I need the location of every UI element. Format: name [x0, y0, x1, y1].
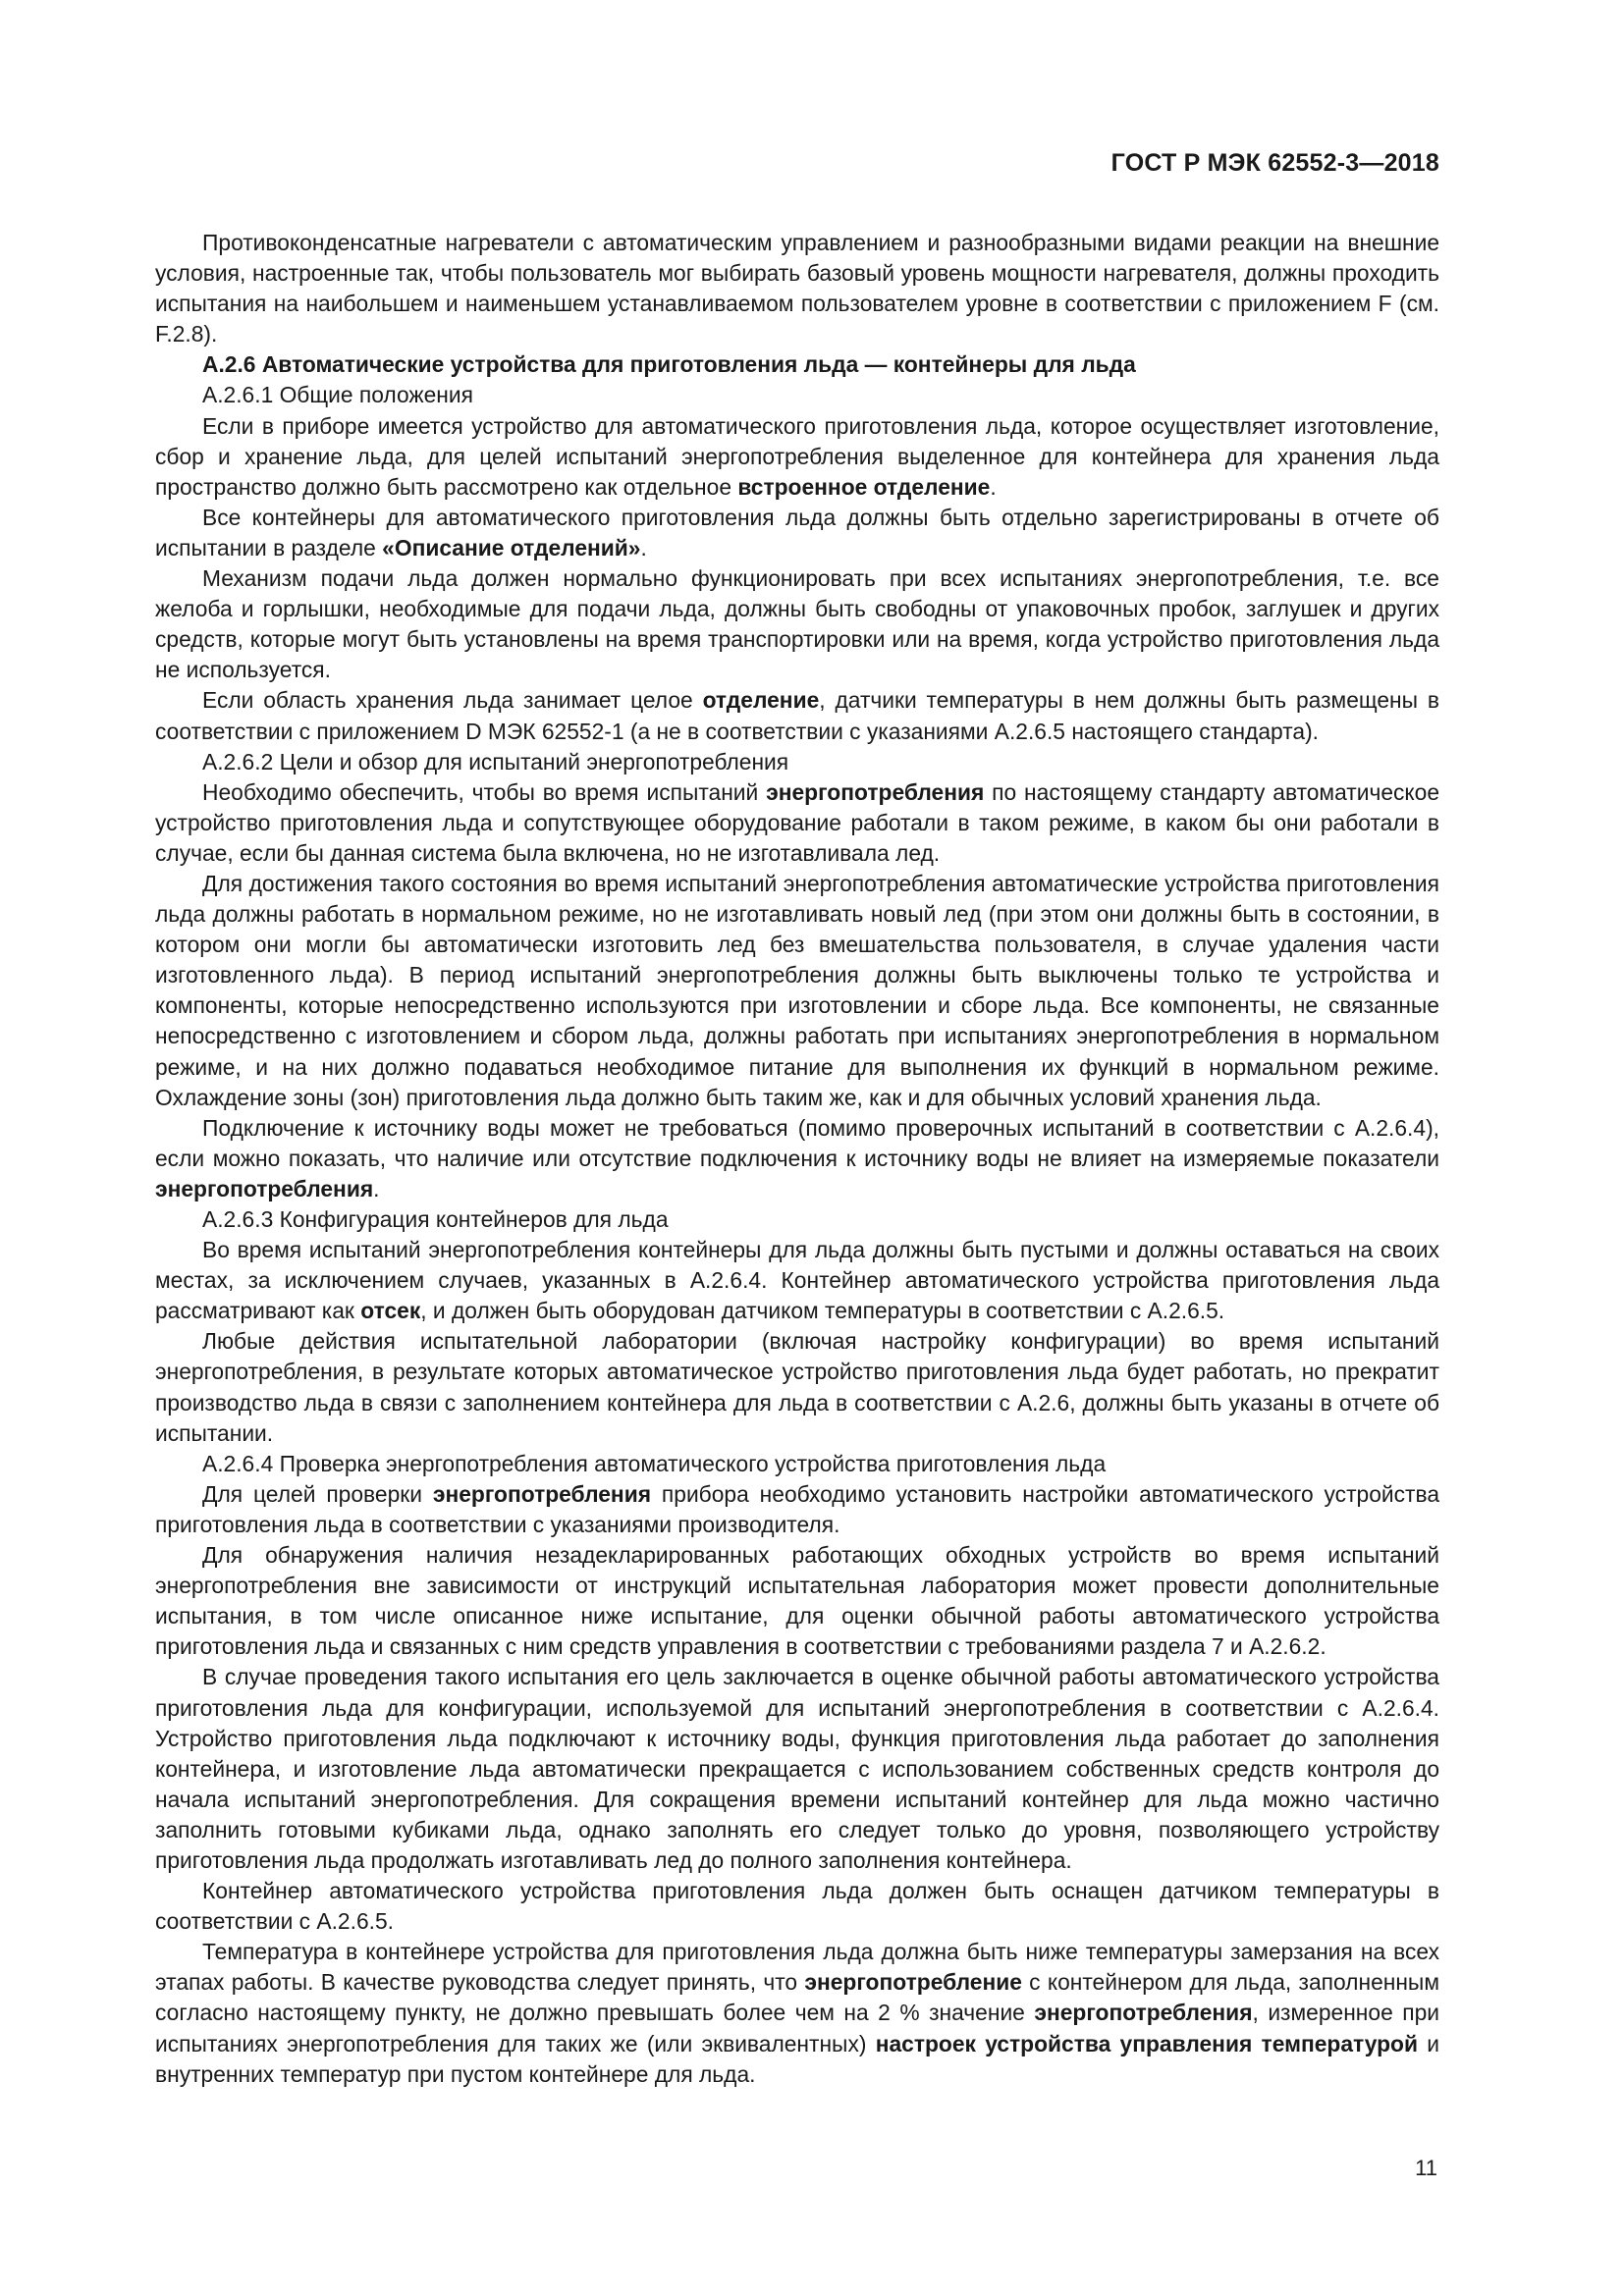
text-run: Для целей проверки: [202, 1480, 433, 1507]
text-run: прибора необходимо установить настройки автоматического устройства приготовления льда в соответствии с указаниями производителя.: [155, 1480, 1439, 1537]
paragraph: [155, 1113, 1439, 1204]
bold-term: энергопотребление: [804, 1969, 1022, 1996]
subsection-heading: [155, 1449, 1439, 1479]
paragraph: [155, 1235, 1439, 1326]
paragraph: [155, 228, 1439, 349]
text-run: , и должен быть оборудован датчиком температуры в соответствии с А.2.6.5.: [420, 1298, 1225, 1324]
text-run: Для обнаружения наличия незадекларированных работающих обходных устройств во время испытаний энергопотребления вне зависимости от инструкций испытательная лаборатория может провести дополнительные испытания, в том числе описанное ниже испытание, для оценки обычной работы автоматического устройства приготовления льда и связанных с ним средств управления в соответствии с требованиями раздела 7 и А.2.6.2.: [155, 1542, 1439, 1660]
subsection-heading: [155, 1204, 1439, 1235]
subsection-heading: [155, 380, 1439, 410]
paragraph: [155, 777, 1439, 869]
paragraph: [155, 1479, 1439, 1540]
page-number: 11: [1415, 2156, 1437, 2180]
text-run: .: [373, 1175, 380, 1201]
bold-term: энергопотребления: [766, 778, 985, 805]
text-run: .: [640, 534, 647, 561]
text-run: А.2.6.1 Общие положения: [202, 382, 473, 408]
bold-term: встроенное отделение: [737, 473, 991, 500]
paragraph: [155, 685, 1439, 746]
paragraph: [155, 1937, 1439, 2089]
text-run: Во время испытаний энергопотребления контейнеры для льда должны быть пустыми и должны оставаться на своих местах, за исключением случаев, указанных в А.2.6.4. Контейнер автоматического устройства приготовления льда рассматривают как: [155, 1237, 1439, 1324]
text-run: А.2.6.4 Проверка энергопотребления автоматического устройства приготовления льда: [202, 1450, 1107, 1476]
bold-term: «Описание отделений»: [382, 534, 641, 561]
text-run: А.2.6 Автоматические устройства для приготовления льда — контейнеры для льда: [202, 351, 1136, 378]
bold-term: отсек: [360, 1298, 421, 1324]
text-run: Противоконденсатные нагреватели с автоматическим управлением и разнообразными видами реакции на внешние условия, настроенные так, чтобы пользователь мог выбирать базовый уровень мощности нагревателя, должны проходить испытания на наибольшем и наименьшем устанавливаемом пользователем уровне в соответствии с приложением F (см. F.2.8).: [155, 230, 1439, 347]
text-run: Все контейнеры для автоматического приготовления льда должны быть отдельно зарегистрированы в отчете об испытании в разделе: [155, 504, 1439, 561]
paragraph: [155, 869, 1439, 1113]
text-run: А.2.6.2 Цели и обзор для испытаний энергопотребления: [202, 748, 789, 774]
text-run: Подключение к источнику воды может не требоваться (помимо проверочных испытаний в соответствии с А.2.6.4), если можно показать, что наличие или отсутствие подключения к источнику воды не влияет на измеряемые показатели: [155, 1114, 1439, 1171]
text-run: Если в приборе имеется устройство для автоматического приготовления льда, которое осуществляет изготовление, сбор и хранение льда, для целей испытаний энергопотребления выделенное для контейнера для хранения льда пространство должно быть рассмотрено как отдельное: [155, 412, 1439, 500]
subsection-heading: [155, 747, 1439, 777]
paragraph: [155, 1876, 1439, 1937]
text-run: по настоящему стандарту автоматическое устройство приготовления льда и сопутствующее оборудование работали в таком режиме, в каком бы они работали в случае, если бы данная система была включена, но не изготавливала лед.: [155, 778, 1439, 866]
bold-term: настроек устройства управления температурой: [875, 2030, 1418, 2056]
text-run: .: [990, 473, 997, 500]
bold-term: энергопотребления: [432, 1480, 652, 1507]
document-body: [155, 228, 1439, 2090]
bold-term: энергопотребления: [155, 1175, 374, 1201]
text-run: , датчики температуры в нем должны быть размещены в соответствии с приложением D МЭК 62552-1 (а не в соответствии с указаниями А.2.6.5 настоящего стандарта).: [155, 687, 1439, 744]
paragraph: [155, 503, 1439, 563]
text-run: , измеренное при испытаниях энергопотребления для таких же (или эквивалентных): [155, 2000, 1439, 2056]
paragraph: [155, 1662, 1439, 1876]
text-run: В случае проведения такого испытания его цель заключается в оценке обычной работы автоматического устройства приготовления льда для конфигурации, используемой для испытаний энергопотребления в соответствии с А.2.6.4. Устройство приготовления льда подключают к источнику воды, функция приготовления льда работает до заполнения контейнера, и изготовление льда автоматически прекращается с использованием собственных средств контроля до начала испытаний энергопотребления. Для сокращения времени испытаний контейнер для льда можно частично заполнить готовыми кубиками льда, однако заполнять его следует только до уровня, позволяющего устройству приготовления льда продолжать изготавливать лед до полного заполнения контейнера.: [155, 1664, 1439, 1873]
paragraph: [155, 411, 1439, 503]
text-run: с контейнером для льда, заполненным согласно настоящему пункту, не должно превышать более чем на 2 % значение: [155, 1969, 1439, 2026]
bold-term: отделение: [702, 687, 820, 714]
text-run: Для достижения такого состояния во время испытаний энергопотребления автоматические устройства приготовления льда должны работать в нормальном режиме, но не изготавливать новый лед (при этом они должны быть в состоянии, в котором они могли бы автоматически изготовить лед без вмешательства пользователя, в случае удаления части изготовленного льда). В период испытаний энергопотребления должны быть выключены только те устройства и компоненты, которые непосредственно используются при изготовлении и сборе льда. Все компоненты, не связанные непосредственно с изготовлением и сбором льда, должны работать при испытаниях энергопотребления в нормальном режиме, и на них должно подаваться необходимое питание для выполнения их функций в нормальном режиме. Охлаждение зоны (зон) приготовления льда должно быть таким же, как и для обычных условий хранения льда.: [155, 870, 1439, 1110]
text-run: и внутренних температур при пустом контейнере для льда.: [155, 2030, 1439, 2087]
page-header: ГОСТ Р МЭК 62552-3—2018: [1110, 149, 1439, 177]
text-run: Если область хранения льда занимает целое: [202, 687, 703, 714]
text-run: Механизм подачи льда должен нормально функционировать при всех испытаниях энергопотребления, т.е. все желоба и горлышки, необходимые для подачи льда, должны быть свободны от упаковочных пробок, заглушек и других средств, которые могут быть установлены на время транспортировки или на время, когда устройство приготовления льда не используется.: [155, 565, 1439, 683]
bold-term: энергопотребления: [1034, 2000, 1253, 2026]
text-run: Контейнер автоматического устройства приготовления льда должен быть оснащен датчиком температуры в соответствии с А.2.6.5.: [155, 1878, 1439, 1935]
paragraph: [155, 563, 1439, 685]
paragraph: [155, 1540, 1439, 1662]
text-run: А.2.6.3 Конфигурация контейнеров для льда: [202, 1206, 669, 1232]
section-heading: [155, 349, 1439, 380]
text-run: Любые действия испытательной лаборатории (включая настройку конфигурации) во время испытаний энергопотребления, в результате которых автоматическое устройство приготовления льда будет работать, но прекратит производство льда в связи с заполнением контейнера для льда в соответствии с А.2.6, должны быть указаны в отчете об испытании.: [155, 1328, 1439, 1446]
text-run: Необходимо обеспечить, чтобы во время испытаний: [202, 778, 767, 805]
paragraph: [155, 1326, 1439, 1448]
text-run: Температура в контейнере устройства для приготовления льда должна быть ниже температуры замерзания на всех этапах работы. В качестве руководства следует принять, что: [155, 1939, 1439, 1996]
